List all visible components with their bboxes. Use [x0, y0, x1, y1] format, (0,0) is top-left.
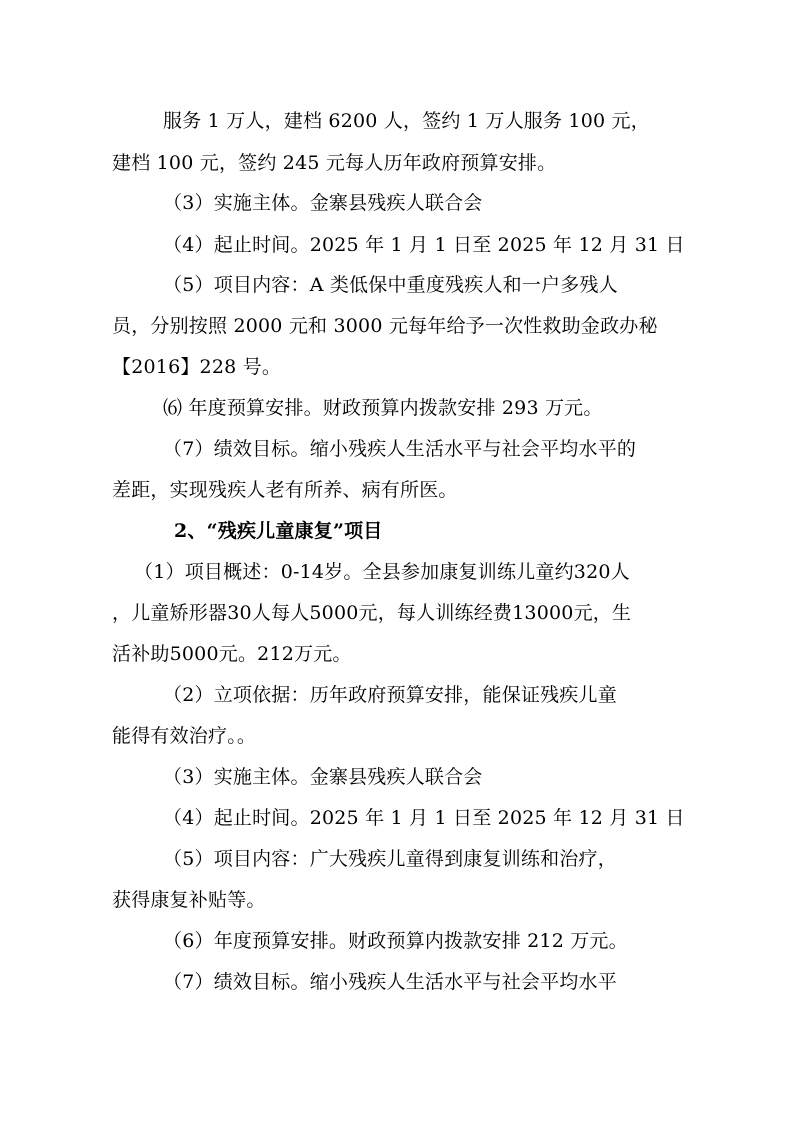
- paragraph-line: 获得康复补贴等。: [112, 889, 266, 911]
- paragraph-line: （7）绩效目标。缩小残疾人生活水平与社会平均水平: [163, 971, 617, 993]
- paragraph-line: （5）项目内容：广大残疾儿童得到康复训练和治疗，: [163, 848, 617, 870]
- paragraph-line: ⑹ 年度预算安排。财政预算内拨款安排 293 万元。: [163, 397, 603, 419]
- paragraph-line: ，儿童矫形器30人每人5000元，每人训练经费13000元，生: [112, 602, 632, 624]
- paragraph-line: （7）绩效目标。缩小残疾人生活水平与社会平均水平的: [163, 438, 637, 460]
- paragraph-line: 【2016】228 号。: [112, 356, 282, 378]
- paragraph-line: （3）实施主体。金寨县残疾人联合会: [163, 766, 483, 788]
- section-heading: 2、“残疾儿童康复”项目: [174, 520, 383, 542]
- paragraph-line: 能得有效治疗。。: [112, 725, 257, 747]
- paragraph-line: （2）立项依据：历年政府预算安排，能保证残疾儿童: [163, 684, 617, 706]
- paragraph-line: 建档 100 元，签约 245 元每人历年政府预算安排。: [112, 152, 557, 174]
- paragraph-line: （4）起止时间。2025 年 1 月 1 日至 2025 年 12 月 31 日: [163, 234, 685, 256]
- paragraph-line: （3）实施主体。金寨县残疾人联合会: [163, 192, 483, 214]
- paragraph-line: （5）项目内容：A 类低保中重度残疾人和一户多残人: [163, 274, 618, 296]
- paragraph-line: 服务 1 万人，建档 6200 人，签约 1 万人服务 100 元，: [163, 110, 650, 132]
- paragraph-line: 差距，实现残疾人老有所养、病有所医。: [112, 479, 458, 501]
- paragraph-line: （1）项目概述：0-14岁。全县参加康复训练儿童约320人: [134, 561, 630, 583]
- paragraph-line: 活补助5000元。212万元。: [112, 643, 352, 665]
- paragraph-line: （6）年度预算安排。财政预算内拨款安排 212 万元。: [163, 930, 628, 952]
- paragraph-line: （4）起止时间。2025 年 1 月 1 日至 2025 年 12 月 31 日: [163, 807, 685, 829]
- paragraph-line: 员，分别按照 2000 元和 3000 元每年给予一次性救助金政办秘: [112, 315, 658, 337]
